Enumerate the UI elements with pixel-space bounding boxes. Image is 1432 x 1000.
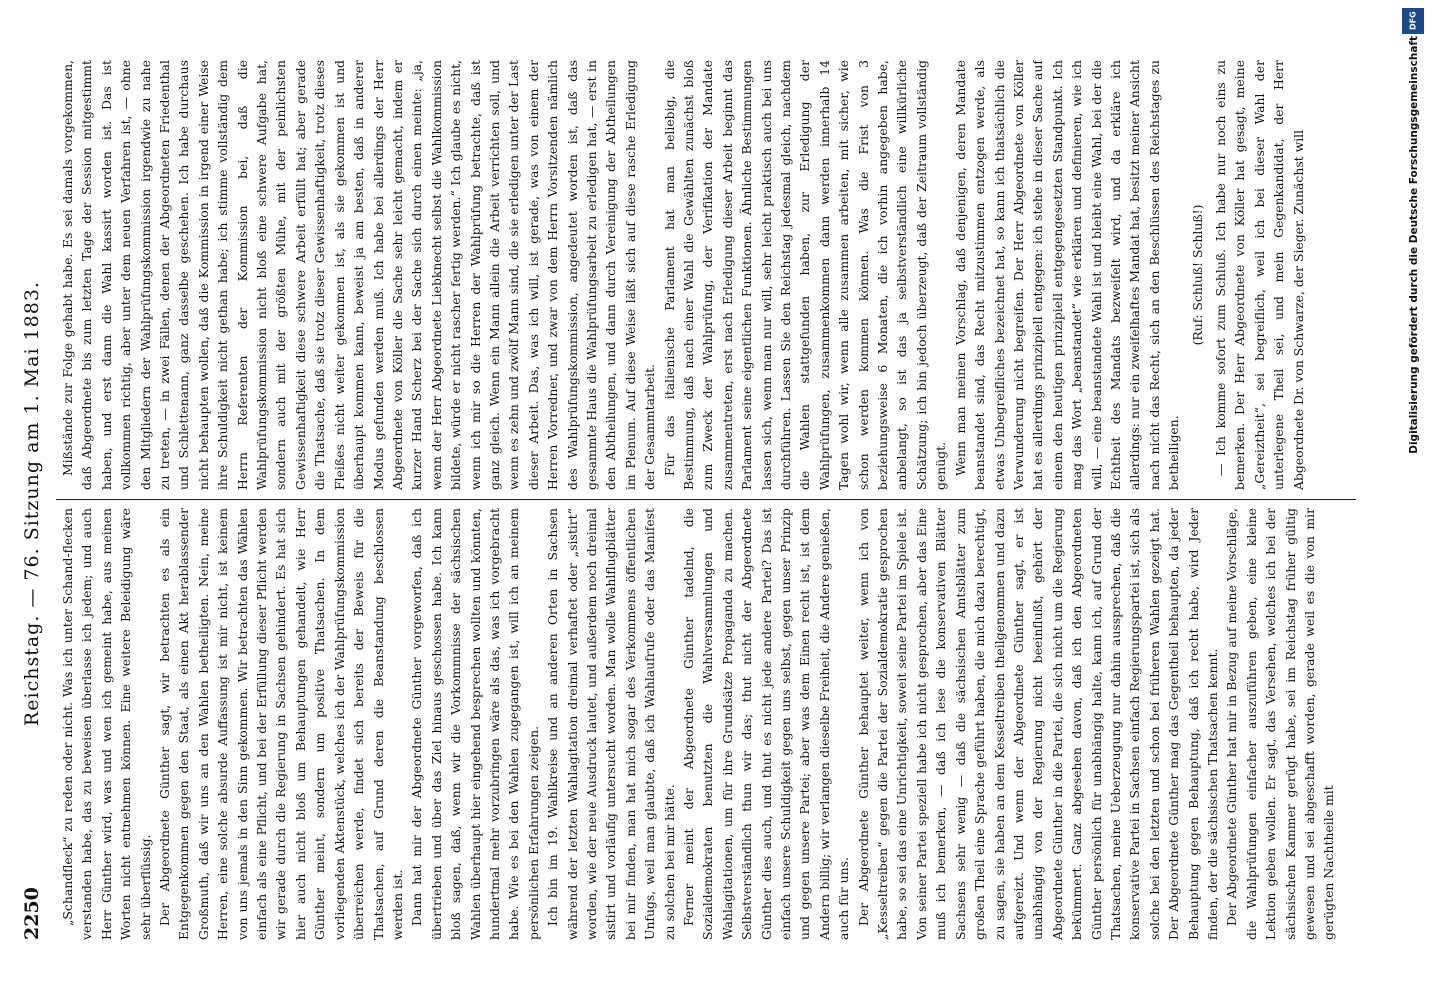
paragraph: Der Abgeordnete Günther sagt, wir betrachten es als ein Entgegenkommen gegen den Staat, als einen Akt herablassender Großmuth, daß wir uns an den Wahlen betheiligten. Nein, meine Herren, eine solche absurde Auffassung ist mir nicht, ist keinem von uns jemals in den Sinn gekommen. Wir betrachten das Wählen einfach als eine Pflicht, und bei der Erfüllung dieser Pflicht werden wir gerade durch die Regierung in Sachsen gehindert. Es hat sich hier auch nicht bloß um Behauptungen gehandelt, wie Herr Günther meint, sondern um positive Thatsachen. In dem vorliegenden Aktenstück, welches ich der Wahlprüfungskommission überreichen werde, findet sich bereits der Beweis für die Thatsachen, auf Grund deren die Beanstandung beschlossen werden ist. [157,508,405,940]
paragraph: (Ruf: Schluß! Schluß!) [1189,204,1205,346]
dfg-logo: DFG [1402,8,1424,34]
paragraph: Der Abgeordnete Günther hat mir in Bezug auf meine Vorschläge, die Wahlprüfungen einfacher auszuführen geben, eine kleine Lektion geben wollen. Er sagt, das Versehen, welches ich bei der sächsischen Kammer gerügt habe, sei im Reichstag früher gültig gewesen und sei abgeschafft worden, gerade weil es die von mir gerügten Nachtheile mit [1224,508,1337,940]
paragraph: Ferner meint der Abgeordnete Günther tadelnd, die Sozialdemokraten benutzten die Wahlversammlungen und Wahlagitationen, um für ihre Grundsätze Propaganda zu machen. Selbstverständlich thun wir das; thut nicht der Abgeordnete Günther dies auch, und thut es nicht jede andere Partei? Das ist einfach unsere Schuldigkeit gegen uns selbst, gegen unser Prinzip und gegen unsere Partei; aber was dem Einen recht ist, ist dem Andern billig; wir verlangen dieselbe Freiheit, die Andere genießen, auch für uns. [681,508,852,940]
page-header [14,80,50,940]
text-column-left [58,508,1358,940]
page-title: Reichstag. — 76. Sitzung am 1. Mai 1883. [21,281,43,727]
credit-text: Digitalisierung gefördert durch die Deutsche Forschungsgemeinschaft [1408,36,1420,454]
paragraph: Dann hat mir der Abgeordnete Günther vorgeworfen, daß ich übertrieben und über das Ziel hinaus geschossen habe. Ich kann bloß sagen, daß, wenn wir die Vorkommnisse der sächsischen Wahlen überhaupt hier eingehend besprechen wollten und könnten, hundertmal mehr vorzubringen wäre als das, was ich vorgebracht habe. Wie es bei den Wahlen zugegangen ist, will ich an meinem persönlichen Erfahrungen zeigen. [409,508,541,940]
column-divider [56,499,1356,500]
paragraph: Mißstände zur Folge gehabt habe. Es sei damals vorgekommen, daß Abgeordnete bis zum letzten Tage der Session mitgestimmt haben, und erst dann die Wahl kassirt worden ist. Das ist vollkommen richtig, aber unter dem neuen Verfahren ist, — ohne den Mitgliedern der Wahlprüfungskommission irgendwie zu nahe zu treten, — in zwei Fällen, denen der Abgeordneten Friedenthal und Schlettenann, ganz dasselbe geschehen. Ich habe durchaus nicht behaupten wollen, daß die Kommission in irgend einer Weise ihre Schuldigkeit nicht gethan habe; ich stimme vollständig dem Herrn Referenten der Kommission bei, daß die Wahlprüfungskommission nicht bloß eine schwere Aufgabe hat, sondern auch mit der größten Mühe, mit der peinlichsten Gewissenhaftigkeit diese schwere Arbeit erfüllt hat; aber gerade die Thatsache, daß sie trotz dieser Gewissenhaftigkeit, trotz dieses Fleißes nicht weiter gekommen ist, als sie gekommen ist und überhaupt kommen kann, beweist ja am besten, daß in anderer Modus gefunden werden muß. Ich habe bei allerdings der Herr Abgeordnete von Köller die Sache sehr leicht gemacht, indem er kurzer Hand Scherz bei der Sache sich durch einen meinte: „ja, wenn der Herr Abgeordnete Liebknecht selbst die Wahlkommission bildete, würde er nicht rascher fertig werden.“ Ich glaube es nicht, wenn ich mir so die Herren der Wahlprüfung betrachte, daß ist ganz gleich. Wenn ein Mann allein die Arbeit verrichten soll, und wenn es zehn und zwölf Mann sind, die sie erledigen unter der Last dieser Arbeit. Das, was ich will, ist gerade, was von einem der Herren Vorredner, und zwar von dem Herrn Vorsitzenden nämlich des Wahlprüfungskommission, angedeutet worden ist, daß das gesammte Haus die Wahlprüfungsarbeit zu erledigen hat, — erst in den Abtheilungen, und dann durch Vereinigung der Abtheilungen im Plenum. Auf diese Weise läßt sich auf diese rasche Erledigung der Gesammtarbeit. [60,60,658,490]
digitization-credit [1396,0,1432,1000]
paragraph: — Ich komme sofort zum Schluß. Ich habe nur noch eins zu bemerken. Der Herr Abgeordnete von Köller hat gesagt, meine „Gereiztheit“, sei begreiflich, weil ich bei dieser Wahl der unterlegene Theil sei, und mein Gegenkandidat, der Herr Abgeordnete Dr. von Schwarze, der Sieger. Zunächst will [1212,60,1306,490]
page-number: 2250 [21,887,43,940]
paragraph: „Schandfleck“ zu reden oder nicht. Was ich unter Schand-flecken verstanden habe, das zu beweisen überlasse ich jedem; und auch Herr Günther wird, was und wen ich gemeint habe, aus meinen Worten nicht entnehmen können. Eine weitere Beleidigung wäre sehr überflüssig. [60,508,153,940]
paragraph: Wenn man meinen Vorschlag, daß denjenigen, deren Mandate beanstandet sind, das Recht mitzustimmen entzogen werde, als etwas Unbegreifliches bezeichnet hat, so kann ich thatsächlich die Verwunderung nicht begreifen. Der Herr Abgeordnete von Köller hat es allerdings prinzipiell entgegen: ich stehe in dieser Sache auf einem den heutigen prinzipiell entgegengesetzten Standpunkt. Ich mag das Wort „beanstandet“ wie erklären und definieren, wie ich will, — eine beanstandete Wahl ist und bleibt eine Wahl, bei der die Echtheit des Mandats bezweifelt wird, und da erkläre ich allerdings: nur ein zweifelhaftes Mandat hat, besitzt meiner Ansicht nach nicht das Recht, sich an den Beschlüssen des Reichstages zu betheiligen. [952,60,1182,490]
paragraph: Für das italienische Parlament hat man beliebig, die Bestimmung, daß nach einer Wahl die Gewählten zunächst bloß zum Zweck der Wahlprüfung, der Verifikation der Mandate zusammentreten, erst nach Erledigung dieser Arbeit beginnt das Parlament seine eigentlichen Funktionen. Ähnliche Bestimmungen lassen sich, wenn man nur will, sehr leicht praktisch auch bei uns durchführen. Lassen Sie den Reichstag jedesmal gleich, nachdem die Wahlen stattgefunden haben, zur Erledigung der Wahlprüfungen, zusammenkommen dann werden innerhalb 14 Tagen wohl wir, wenn alle zusammen arbeiten, mit sicher, wie schon werden kommen können. Was die Frist von 3 beziehungsweise 6 Monaten, die ich vorhin angegeben habe, anbelangt, so ist das ja selbstverständlich eine willkürliche Schätzung; ich bin jedoch überzeugt, daß der Zeitraum vollständig genügt. [661,60,949,490]
paragraph: Ich bin im 19. Wahlkreise und an anderen Orten in Sachsen während der letzten Wahlagitation dreimal verhaftet oder „sistirt“ worden, wie der neue Ausdruck lautet, und außerdem noch dreimal sistirt und vorläufig untersucht worden. Man wolle Wahlflugblätter bei mir finden, man hat mich sogar des Verkommens öffentlichen Unfugs, weil man glaubte, daß ich Wahlaufrufe oder das Manifest zu solchen bei mir hätte. [545,508,677,940]
paragraph: Der Abgeordnete Günther behauptet weiter, wenn ich von „Kesseltreiben“ gegen die Partei der Sozialdemokratie gesprochen habe, so sei das eine Unrichtigkeit, soweit seine Partei im Spiele ist. Von seiner Partei speziell habe ich nicht gesprochen, aber das Eine muß ich bemerken, — daß ich lese die konservativen Blätter Sachsens sehr wenig — daß die sächsischen Amtsblätter zum großen Theil eine Sprache geführt haben, die mich dazu berechtigt, zu sagen, sie haben an dem Kesseltreiben theilgenommen und dazu aufgereizt. Und wenn der Abgeordnete Günther sagt, er ist unabhängig von der Regierung nicht beeinflußt, gehört der Abgeordnete Günther in die Partei, die sich nicht um die Regierung bekümmert. Ganz abgesehen davon, daß ich den Abgeordneten Günther persönlich für unabhängig halte, kann ich, auf Grund der Thatsachen, meine Ueberzeugung nur dahin aussprechen, daß die konservative Partei in Sachsen einfach Regierungspartei ist, sich als solche bei den letzten und schon bei früheren Wahlen gezeigt hat. Der Abgeordnete Günther mag das Gegentheil behaupten, da jeder Behauptung gegen Behauptung, daß ich recht habe, wird Jeder finden, der die sächsischen Thatsachen kennt. [855,508,1220,940]
text-column-right [58,60,1358,490]
